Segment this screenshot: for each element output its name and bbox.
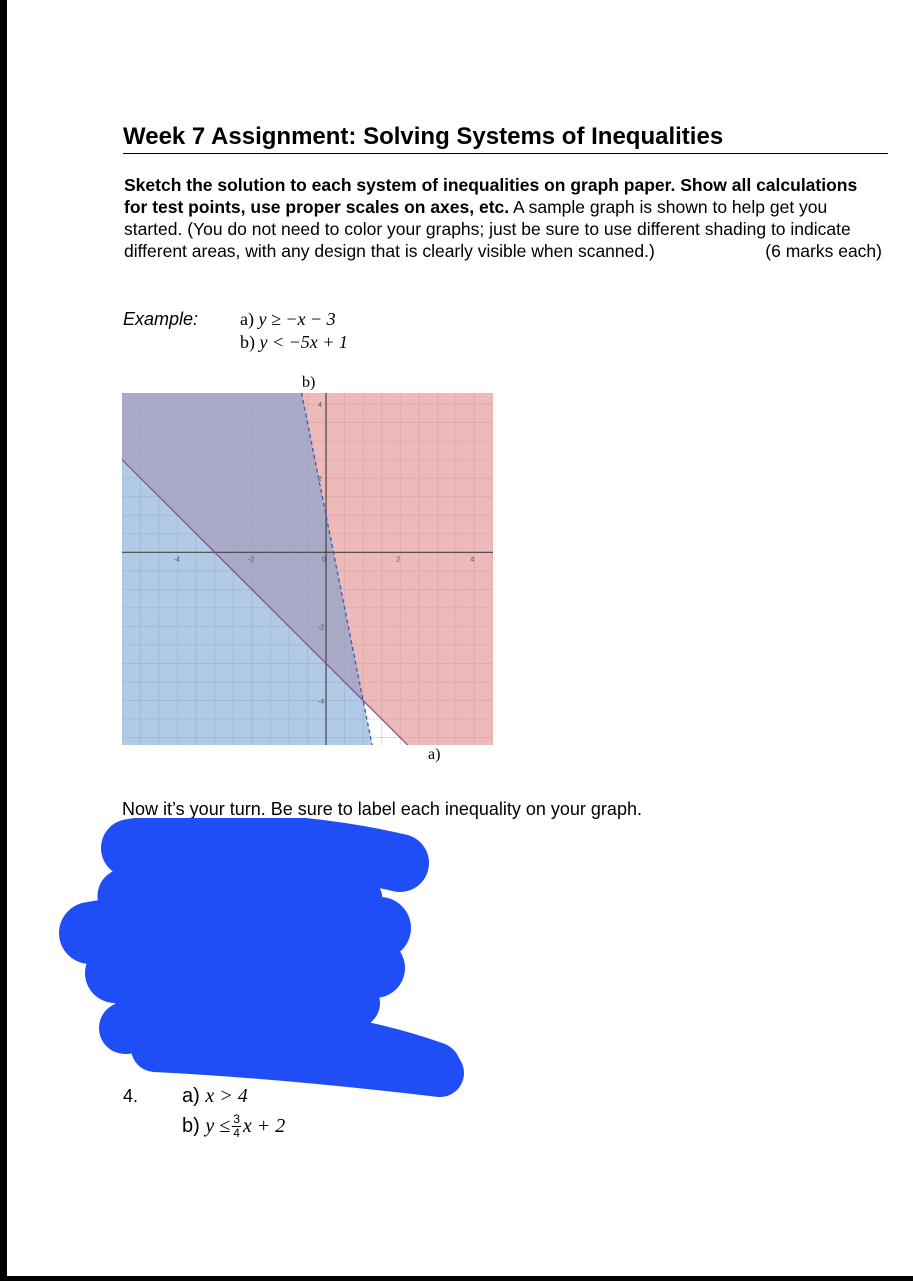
question-b-math-right: x + 2 [242, 1114, 286, 1137]
x-tick-label: 2 [396, 556, 401, 564]
fraction-numerator: 3 [233, 1112, 240, 1126]
example-a-math: y ≥ −x − 3 [258, 309, 336, 329]
x-tick-label: -2 [247, 556, 255, 564]
turn-instructions: Now it’s your turn. Be sure to label each inequality on your graph. [122, 799, 642, 819]
left-border [0, 0, 7, 1281]
instructions-text: A sample graph is shown to help get you started. (You do not need to color your graphs; just be sure to use different shading to indicate different areas, with any design that is clearly visible when scanned.) [124, 197, 851, 261]
example-label: Example: [123, 309, 199, 329]
example-b-prefix: b) [240, 332, 260, 352]
question-inequality-a [182, 1085, 248, 1108]
question-inequality-b [182, 1113, 285, 1140]
fraction-denominator: 4 [233, 1126, 240, 1140]
example-inequality-b [240, 332, 348, 353]
question-b-prefix: b) [182, 1114, 200, 1137]
question-a-math: x > 4 [205, 1085, 248, 1107]
y-tick-label: -4 [318, 698, 325, 706]
y-tick-label: 2 [318, 476, 322, 484]
y-tick-label: 4 [318, 402, 322, 410]
example-a-prefix: a) [240, 309, 259, 329]
bottom-border [0, 1276, 913, 1281]
question-number: 4. [123, 1086, 139, 1106]
x-tick-label: -4 [173, 556, 180, 564]
instructions [124, 174, 882, 262]
question-b-fraction [232, 1113, 241, 1140]
page-title: Week 7 Assignment: Solving Systems of Inequalities [123, 121, 888, 154]
example-inequality-a [240, 309, 336, 330]
marks-note: (6 marks each) [765, 241, 882, 261]
example-graph [122, 393, 493, 745]
graph-label-a: a) [428, 746, 441, 763]
example-b-math: y < −5x + 1 [259, 332, 348, 352]
graph-label-b: b) [302, 374, 316, 391]
question-a-prefix: a) [182, 1085, 200, 1107]
redaction-scribble [55, 818, 475, 1098]
x-tick-label: 0 [322, 556, 326, 564]
y-tick-label: -2 [318, 624, 325, 632]
x-tick-label: 4 [470, 556, 475, 564]
instructions-bold: Sketch the solution to each system of inequalities on graph paper. Show all calculations for test points, use proper scales on axes, etc. [124, 175, 858, 217]
question-b-math-left: y ≤ [205, 1114, 231, 1137]
